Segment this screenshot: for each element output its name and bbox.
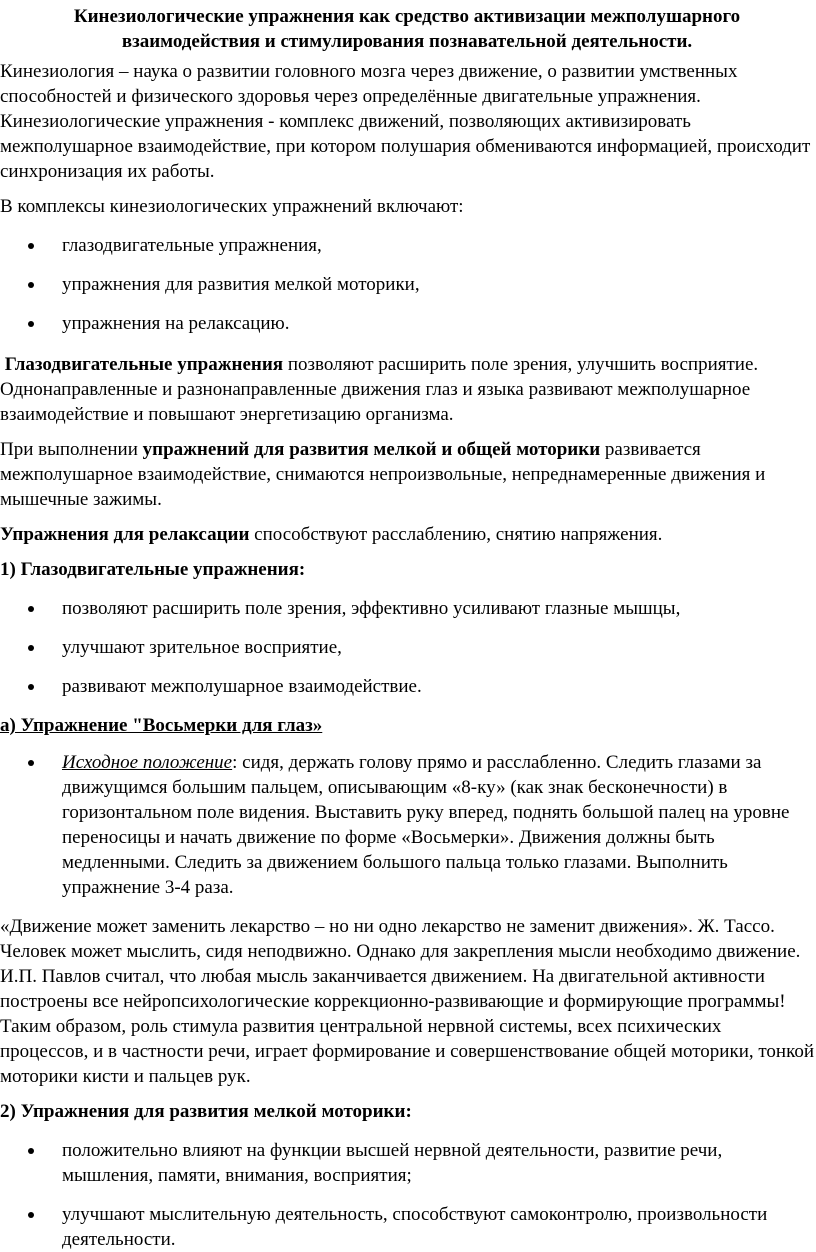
list-item: упражнения на релаксацию. — [0, 311, 814, 336]
section1-heading: 1) Глазодвигательные упражнения: — [0, 559, 306, 580]
list-item: упражнения для развития мелкой моторики, — [0, 272, 814, 297]
section2-list — [0, 1138, 814, 1252]
complex-list — [0, 233, 814, 336]
list-item: положительно влияют на функции высшей нервной деятельности, развитие речи, мышления, памяти, внимания, восприятия; — [0, 1138, 814, 1188]
intro-paragraph: Кинезиология – наука о развитии головного мозга через движение, о развитии умственных способностей и физического здоровья через определённые двигательные упражнения. Кинезиологические упражнения - комплекс движений, позволяющих активизировать межполушарное взаимодействие, при котором полушария обмениваются информацией, происходит синхронизация их работы. — [0, 61, 811, 182]
exercise-a-list — [0, 750, 814, 900]
list-item: Исходное положение: сидя, держать голову прямо и расслабленно. Следить глазами за движущимся большим пальцем, описывающим «8-ку» (как знак бесконечности) в горизонтальном поле видения. Выставить руку вперед, поднять большой палец на уровне переносицы и начать движение по форме «Восьмерки». Движения должны быть медленными. Следить за движением большого пальца только глазами. Выполнить упражнение 3-4 раза. — [0, 750, 814, 900]
bullet-icon — [28, 243, 34, 249]
list-item: улучшают зрительное восприятие, — [0, 635, 814, 660]
motor-paragraph: При выполнении упражнений для развития мелкой и общей моторики развивается межполушарное взаимодействие, снимаются непроизвольные, непреднамеренные движения и мышечные зажимы. — [0, 439, 766, 510]
list-item: улучшают мыслительную деятельность, способствуют самоконтролю, произвольности деятельности. — [0, 1202, 814, 1252]
list-item: глазодвигательные упражнения, — [0, 233, 814, 258]
list-item: позволяют расширить поле зрения, эффективно усиливают глазные мышцы, — [0, 596, 814, 621]
relaxation-paragraph: Упражнения для релаксации способствуют расслаблению, снятию напряжения. — [0, 524, 663, 545]
bullet-icon — [28, 760, 34, 766]
list-item: развивают межполушарное взаимодействие. — [0, 674, 814, 699]
quote-paragraph: «Движение может заменить лекарство – но ни одно лекарство не заменит движения». Ж. Тассо. Человек может мыслить, сидя неподвижно. Однако для закрепления мысли необходимо движение. И.П. Павлов считал, что любая мысль заканчивается движением. На двигательной активности построены все нейропсихологические коррекционно-развивающие и формирующие программы! Таким образом, роль стимула развития центральной нервной системы, всех психических процессов, и в частности речи, играет формирование и совершенствование общей моторики, тонкой моторики кисти и пальцев рук. — [0, 916, 815, 1087]
section2-heading: 2) Упражнения для развития мелкой моторики: — [0, 1101, 412, 1122]
bullet-icon — [28, 1148, 34, 1154]
bullet-icon — [28, 684, 34, 690]
bullet-icon — [28, 645, 34, 651]
bullet-icon — [28, 321, 34, 327]
bullet-icon — [28, 606, 34, 612]
complex-lead: В комплексы кинезиологических упражнений включают: — [0, 196, 464, 217]
bullet-icon — [28, 1212, 34, 1218]
bullet-icon — [28, 282, 34, 288]
eye-exercises-paragraph: Глазодвигательные упражнения позволяют расширить поле зрения, улучшить восприятие. Однонаправленные и разнонаправленные движения глаз и языка развивают межполушарное взаимодействие и повышают энергетизацию организма. — [0, 354, 759, 425]
document-title: Кинезиологические упражнения как средство активизации межполушарного взаимодействия и стимулирования познавательной деятельности. — [73, 6, 741, 52]
section1-list — [0, 596, 814, 699]
exercise-a-heading: а) Упражнение "Восьмерки для глаз» — [0, 715, 323, 736]
document-page — [0, 4, 814, 1252]
